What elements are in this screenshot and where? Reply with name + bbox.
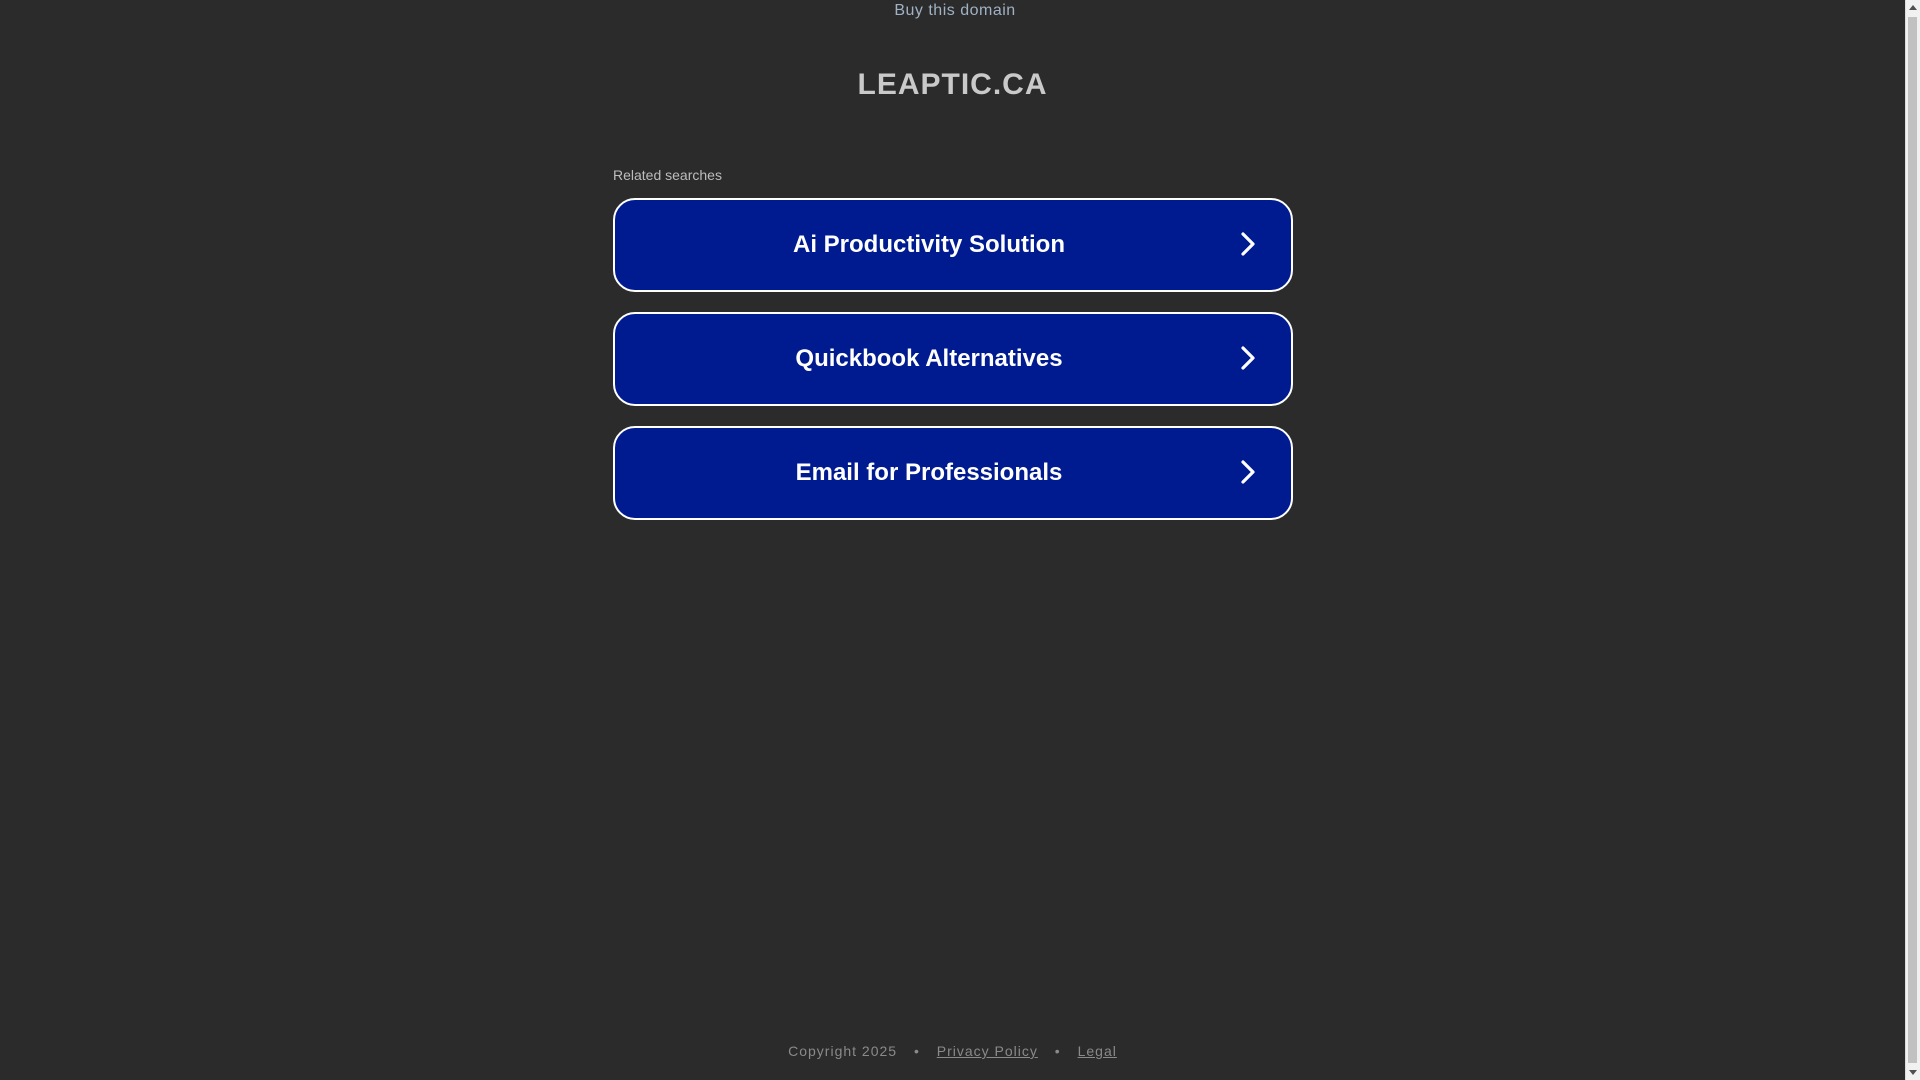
search-item-quickbook-alternatives[interactable] [613,312,1293,406]
vertical-scrollbar[interactable] [1905,0,1920,1080]
related-searches-list [613,198,1293,540]
privacy-policy-link[interactable]: Privacy Policy [936,1043,1038,1059]
scroll-up-arrow-icon[interactable] [1909,5,1917,10]
search-item-email-for-professionals[interactable] [613,426,1293,520]
footer-separator: • [1054,1043,1061,1059]
search-item-ai-productivity-solution[interactable] [613,198,1293,292]
legal-link[interactable]: Legal [1077,1043,1117,1059]
search-item-label: Email for Professionals [795,459,1063,486]
footer-separator: • [913,1043,920,1059]
chevron-right-icon [1235,459,1261,485]
site-title: LEAPTIC.CA [857,68,1048,101]
related-searches-label: Related searches [613,167,722,183]
chevron-right-icon [1235,231,1261,257]
search-item-label: Quickbook Alternatives [795,345,1063,372]
chevron-right-icon [1235,345,1261,371]
scroll-down-arrow-icon[interactable] [1909,1070,1917,1075]
search-item-label: Ai Productivity Solution [792,231,1065,258]
footer [0,1042,1905,1060]
scrollbar-thumb[interactable] [1908,17,1917,1063]
copyright-text: Copyright 2025 [788,1043,898,1059]
buy-domain-link[interactable]: Buy this domain [894,2,1016,19]
